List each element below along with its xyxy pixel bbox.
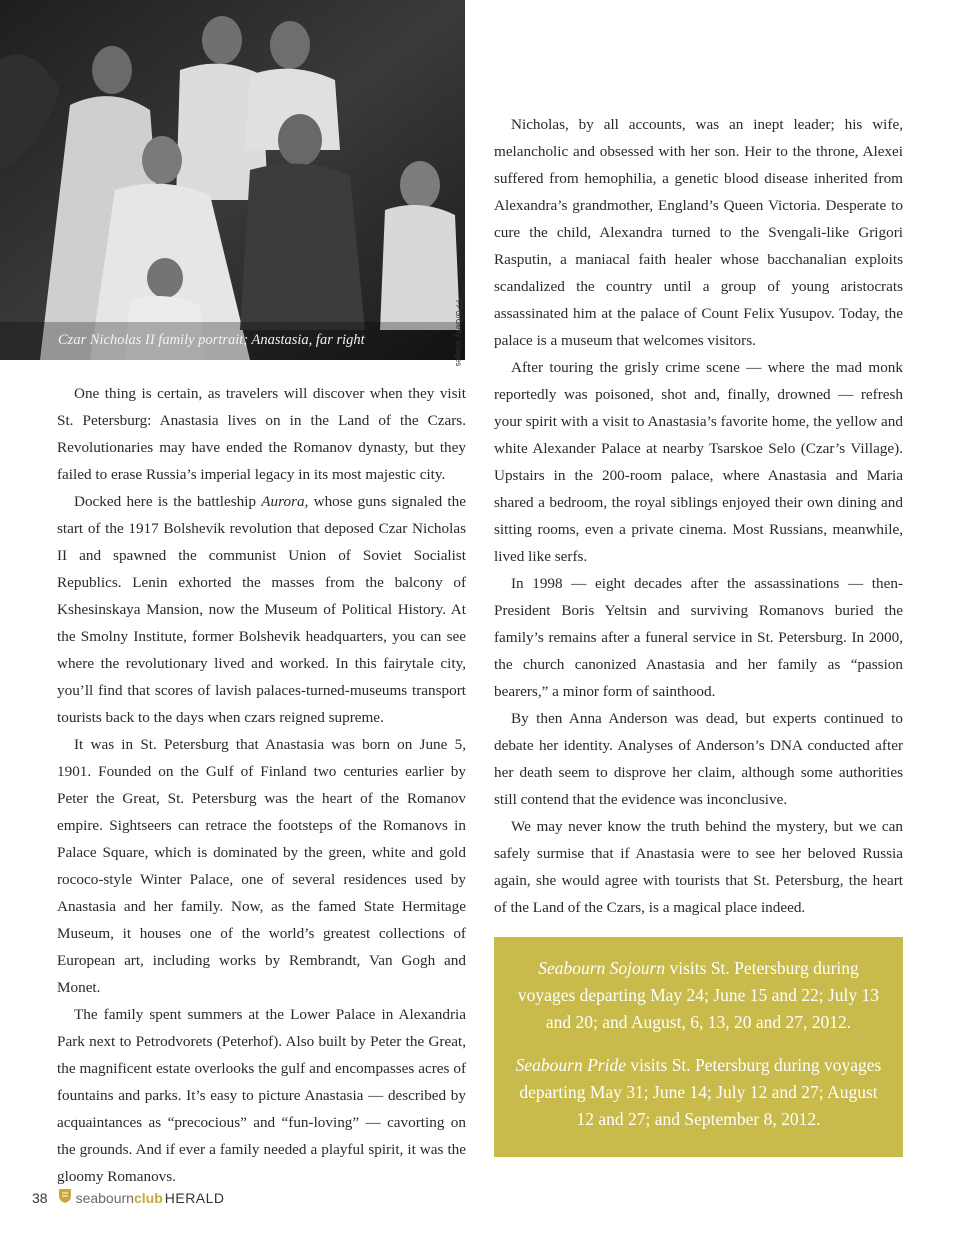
family-portrait-illustration xyxy=(0,0,465,360)
article-paragraph-aurora: Docked here is the battleship Aurora, whose guns signaled the start of the 1917 Bolshevik revolution that deposed Czar Nicholas II and spawned the communist Union of Soviet Socialist Republics. Lenin exhorted the masses from the balcony of Kshesinskaya Mansion, now the Museum of Political History. At the Smolny Institute, former Bolshevik headquarters, you can see where the revolutionary lived and worked. In this fairytale city, you’ll find that scores of lavish palaces-turned-museums transport tourists back to the days when czars reigned supreme. xyxy=(57,493,466,726)
pride-voyage-dates: visits St. Petersburg during voyages departing May 31; June 14; July 12 and 27; August 12 and 27; and September 8, 2012. xyxy=(519,1055,882,1129)
brand-club: club xyxy=(133,1189,163,1206)
right-article-column xyxy=(494,111,903,921)
article-paragraph: After touring the grisly crime scene — where the mad monk reportedly was poisoned, shot and, finally, drowned — refresh your spirit with a visit to Anastasia’s favorite home, the yellow and white Alexander Palace at nearby Tsarskoe Selo (Czar’s Village). Upstairs in the 200-room palace, where Anastasia and Maria shared a bedroom, the royal siblings enjoyed their own dining and sitting rooms, even a private cinema. Most Russians, meanwhile, lived like serfs. xyxy=(494,359,903,565)
family-portrait-photo xyxy=(0,0,465,360)
article-paragraph: We may never know the truth behind the mystery, but we can safely surmise that if Anastasia were to see her beloved Russia again, she would agree with tourists that St. Petersburg, the heart of the Land of the Czars, is a magical place indeed. xyxy=(494,818,903,916)
pride-voyage-text xyxy=(494,1036,903,1133)
pride-ship-name: Seabourn Pride xyxy=(515,1055,626,1075)
article-paragraph: Nicholas, by all accounts, was an inept leader; his wife, melancholic and obsessed with her son. Heir to the throne, Alexei suffered from hemophilia, a genetic blood disease inherited from Alexandra’s grandmother, England’s Queen Victoria. Desperate to cure the child, Alexandra turned to the Svengali-like Grigori Rasputin, a maniacal faith healer whose bacchanalian exploits scandalized the country until a group of young aristocrats assassinated him at the palace of Count Felix Yusupov. Today, the palace is a museum that welcomes visitors. xyxy=(494,116,903,349)
voyage-info-box xyxy=(494,937,903,1157)
sojourn-voyage-text xyxy=(494,937,903,1036)
sojourn-voyage-dates: visits St. Petersburg during voyages departing May 24; June 15 and 22; July 13 and 20; and August, 6, 13, 20 and 27, 2012. xyxy=(517,958,880,1032)
page-number: 38 xyxy=(32,1189,48,1206)
seabourn-shield-icon xyxy=(58,1188,72,1207)
photo-credit xyxy=(454,300,463,312)
brand-seabourn: seabourn xyxy=(75,1189,134,1206)
brand-herald: HERALD xyxy=(164,1189,225,1206)
page-footer xyxy=(32,1188,225,1207)
article-paragraph: In 1998 — eight decades after the assassinations — then-President Boris Yeltsin and surviving Romanovs buried the family’s remains after a funeral service in St. Petersburg. In 2000, the church canonized Anastasia and her family as “passion bearers,” a minor form of sainthood. xyxy=(494,575,903,700)
article-paragraph: The family spent summers at the Lower Palace in Alexandria Park next to Petrodvorets (Peterhof). Also built by Peter the Great, the magnificent estate overlooks the gulf and encompasses acres of fountains and parks. It’s easy to picture Anastasia — described by acquaintances as “precocious” and “fun-loving” — cavorting on the grounds. And if ever a family needed a playful spirit, it was the gloomy Romanovs. xyxy=(57,1006,466,1185)
article-paragraph: It was in St. Petersburg that Anastasia was born on June 5, 1901. Founded on the Gulf of Finland two centuries earlier by Peter the Great, St. Petersburg was the heart of the Romanov empire. Sightseers can retrace the footsteps of the Romanovs in Palace Square, which is dominated by the green, white and gold rococo-style Winter Palace, one of several residences used by Anastasia and her family. Now, as the famed State Hermitage Museum, it houses one of the world’s greatest collections of European art, including works by Rembrandt, Van Gogh and Monet. xyxy=(57,736,466,996)
article-paragraph: By then Anna Anderson was dead, but experts continued to debate her identity. Analyses of Anderson’s DNA conducted after her death seem to disprove her claim, although some authorities still contend that the evidence was inconclusive. xyxy=(494,710,903,808)
left-article-column xyxy=(57,380,466,1190)
sojourn-ship-name: Seabourn Sojourn xyxy=(538,958,666,978)
ship-name-aurora: Aurora xyxy=(261,493,305,510)
photo-caption: Czar Nicholas II family portrait; Anastasia, far right xyxy=(58,332,365,348)
article-paragraph: One thing is certain, as travelers will discover when they visit St. Petersburg: Anastasia lives on in the Land of the Czars. Revolutionaries may have ended the Romanov dynasty, but they failed to erase Russia’s imperial legacy in its most majestic city. xyxy=(57,385,466,483)
